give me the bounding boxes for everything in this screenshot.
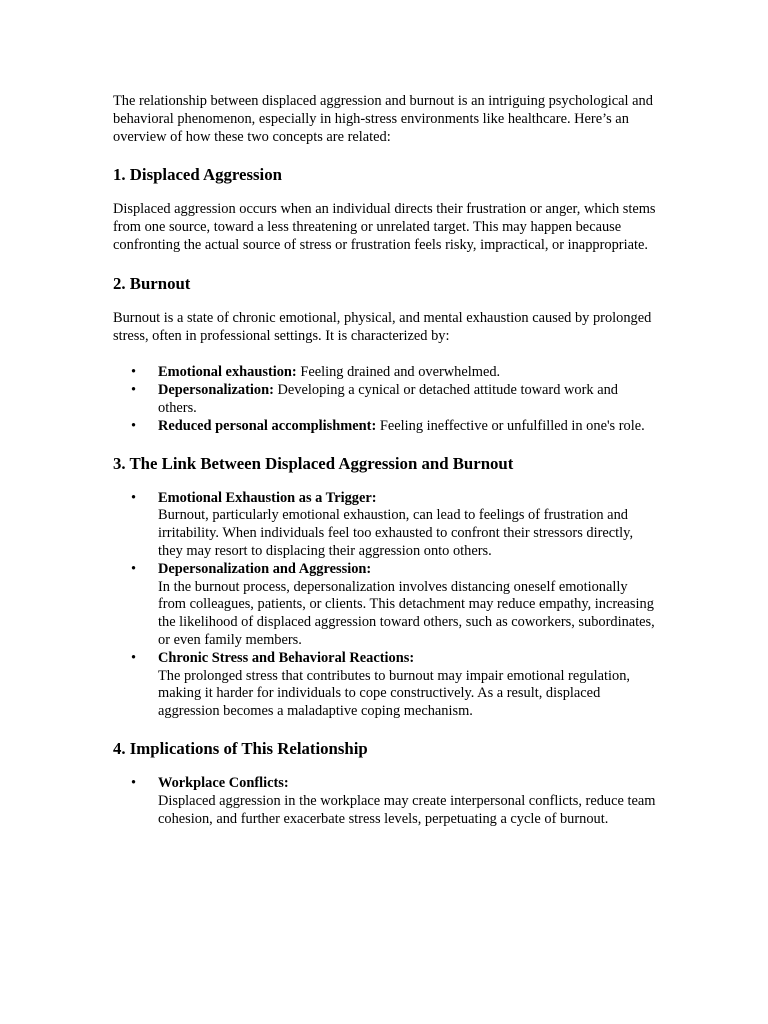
bullet-icon: • [131,417,137,434]
list-item-term: Depersonalization: [158,382,274,399]
intro-paragraph: The relationship between displaced aggression and burnout is an intriguing psychological and behavioral phenomenon, especially in high-stress environments like healthcare. Here’s an overview of how these two concepts are related: [113,93,653,145]
section-heading-link: 3. The Link Between Displaced Aggression and Burnout [113,453,514,473]
list-item-text: Displaced aggression in the workplace may create interpersonal conflicts, reduce team cohesion, and further exacerbate stress levels, perpetuating a cycle of burnout. [158,792,656,827]
implications-list [113,775,658,828]
list-item-term: Emotional exhaustion: [158,364,297,381]
list-item-text: Feeling drained and overwhelmed. [296,364,501,381]
list-item [113,561,658,650]
list-item-text: In the burnout process, depersonalization involves distancing oneself emotionally from colleagues, patients, or clients. This detachment may reduce empathy, increasing the likelihood of displaced aggression toward others, such as coworkers, subordinates, or even family members. [158,578,655,648]
list-item [113,382,658,418]
section-heading-displaced-aggression: 1. Displaced Aggression [113,165,282,185]
list-item-text: The prolonged stress that contributes to burnout may impair emotional regulation, making it harder for individuals to cope constructively. As a result, displaced aggression becomes a maladaptive coping mechanism. [158,667,630,720]
section-heading-burnout: 2. Burnout [113,273,191,293]
bullet-icon: • [131,382,137,399]
bullet-icon: • [131,649,137,666]
list-item-term: Emotional Exhaustion as a Trigger: [158,489,377,506]
list-item-text: Burnout, particularly emotional exhaustion, can lead to feelings of frustration and irritability. When individuals feel too exhausted to confront their stressors directly, they may resort to displacing their aggression onto others. [158,507,634,559]
document-page [113,93,658,846]
section-heading-implications: 4. Implications of This Relationship [113,738,368,758]
bullet-icon: • [131,560,137,577]
section-body-burnout: Burnout is a state of chronic emotional, physical, and mental exhaustion caused by prolonged stress, often in professional settings. It is characterized by: [113,309,652,344]
burnout-characteristics-list [113,364,658,435]
list-item [113,775,658,828]
bullet-icon: • [131,774,137,791]
list-item-term: Workplace Conflicts: [158,774,289,791]
list-item [113,364,658,382]
list-item [113,418,658,436]
section-body-displaced-aggression: Displaced aggression occurs when an individual directs their frustration or anger, which stems from one source, toward a less threatening or unrelated target. This may happen because confronting the actual source of stress or frustration feels risky, impractical, or inappropriate. [113,201,656,253]
list-item-text: Developing a cynical or detached attitude toward work and others. [158,382,618,416]
list-item-term: Reduced personal accomplishment: [158,417,377,434]
list-item-term: Chronic Stress and Behavioral Reactions: [158,649,415,666]
list-item-term: Depersonalization and Aggression: [158,560,372,577]
bullet-icon: • [131,489,137,506]
list-item [113,490,658,561]
list-item-text: Feeling ineffective or unfulfilled in one's role. [376,417,645,434]
list-item [113,650,658,721]
link-factors-list [113,490,658,721]
bullet-icon: • [131,364,137,381]
